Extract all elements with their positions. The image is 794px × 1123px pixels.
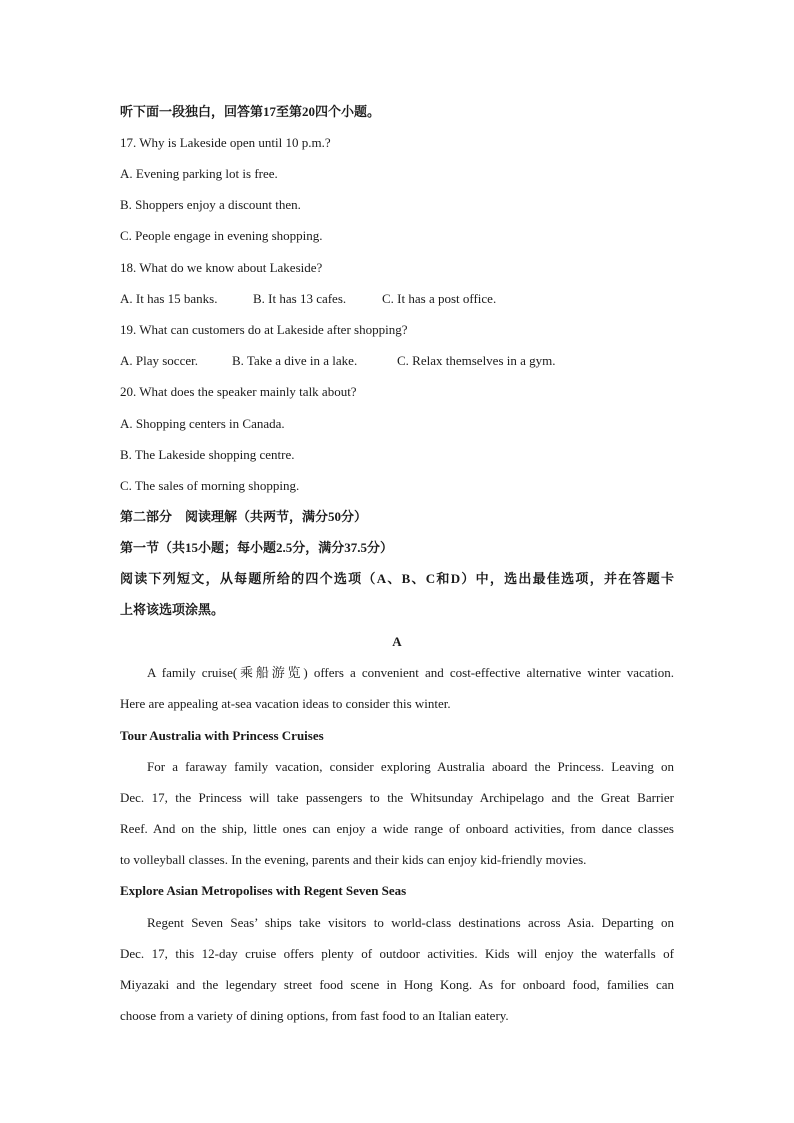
para1-line2: Dec. 17, the Princess will take passengers to the Whitsunday Archipelago and the Great Barrier [120,790,674,805]
question-18-option-c: C. It has a post office. [382,291,497,306]
question-17-option-a: A. Evening parking lot is free. [120,166,278,181]
listening-instruction: 听下面一段独白，回答第17至第20四个小题。 [120,104,381,119]
question-19-option-c: C. Relax themselves in a gym. [397,353,556,368]
question-18-option-b: B. It has 13 cafes. [253,291,347,306]
reading-instruction-line2: 上将该选项涂黑。 [120,602,225,617]
passage-label: A [392,634,402,649]
question-20-option-c: C. The sales of morning shopping. [120,478,300,493]
para2-line1: Regent Seven Seas’ ships take visitors to world-class destinations across Asia. Departing on [147,915,674,930]
subheading-regent-seven-seas: Explore Asian Metropolises with Regent Seven Seas [120,883,407,898]
question-17-stem: 17. Why is Lakeside open until 10 p.m.? [120,135,331,150]
question-18-stem: 18. What do we know about Lakeside? [120,260,323,275]
question-20-option-a: A. Shopping centers in Canada. [120,416,285,431]
intro-line2: Here are appealing at-sea vacation ideas to consider this winter. [120,696,451,711]
question-20-option-b: B. The Lakeside shopping centre. [120,447,295,462]
part2-heading: 第二部分 阅读理解（共两节，满分50分） [120,509,368,524]
para2-line4: choose from a variety of dining options, from fast food to an Italian eatery. [120,1008,509,1023]
question-18-option-a: A. It has 15 banks. [120,291,218,306]
para1-line3: Reef. And on the ship, little ones can enjoy a wide range of onboard activities, from dance classes [120,821,674,836]
question-20-stem: 20. What does the speaker mainly talk about? [120,384,357,399]
para1-line4: to volleyball classes. In the evening, parents and their kids can enjoy kid-friendly movies. [120,852,587,867]
question-19-stem: 19. What can customers do at Lakeside after shopping? [120,322,408,337]
question-17-option-b: B. Shoppers enjoy a discount then. [120,197,301,212]
intro-line1: A family cruise(乘船游览) offers a convenient and cost-effective alternative winter vacation. [147,665,674,680]
para2-line2: Dec. 17, this 12-day cruise offers plenty of outdoor activities. Kids will enjoy the waterfalls of [120,946,674,961]
section1-heading: 第一节（共15小题；每小题2.5分，满分37.5分） [120,540,394,555]
question-19-option-a: A. Play soccer. [120,353,198,368]
question-19-options [120,352,556,370]
question-19-option-b: B. Take a dive in a lake. [232,353,358,368]
para1-line1: For a faraway family vacation, consider exploring Australia aboard the Princess. Leaving on [147,759,674,774]
para2-line3: Miyazaki and the legendary street food scene in Hong Kong. As for onboard food, families can [120,977,674,992]
subheading-princess-cruises: Tour Australia with Princess Cruises [120,728,324,743]
reading-instruction-line1: 阅读下列短文，从每题所给的四个选项（A、B、C和D）中，选出最佳选项，并在答题卡 [120,571,674,586]
question-18-options [120,290,496,308]
question-17-option-c: C. People engage in evening shopping. [120,228,323,243]
